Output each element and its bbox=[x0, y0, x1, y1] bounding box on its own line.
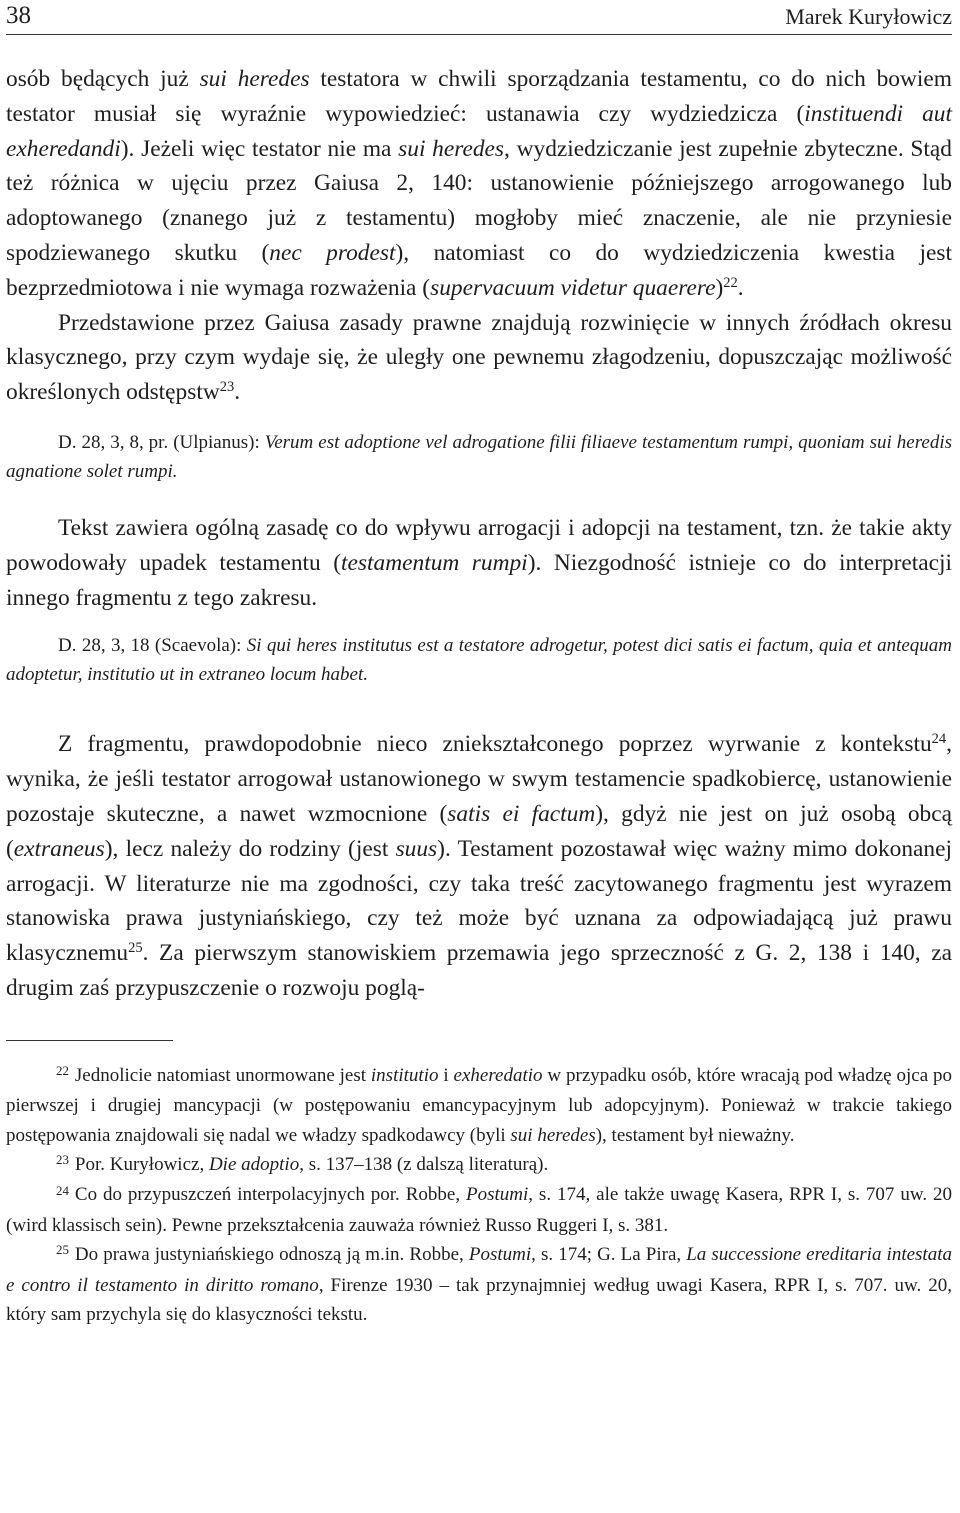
footnote-25: $^{25}$ Do prawa justyniańskiego odnoszą ją m.in. Robbe, Postumi, s. 174; G. La Pira, La successione ereditaria intestata e contro il testamento in diritto romano, Firenze 1930 – tak przynajmniej według uwagi Kasera, RPR I, s. 707. uw. 20, który sam przychyla się do klasyczności tekstu. bbox=[6, 1242, 952, 1325]
quote-reference: D. 28, 3, 8, pr. (Ulpianus): bbox=[58, 431, 265, 453]
quote-latin-text: Verum est adoptione vel adrogatione filii filiaeve testamentum rumpi, quoniam sui heredis agnatione solet rumpi. bbox=[6, 431, 952, 482]
footnote-ref-24[interactable]: 24 bbox=[931, 731, 947, 748]
footnote-ref-25[interactable]: 25 bbox=[128, 940, 143, 957]
body-paragraph-3: Tekst zawiera ogólną zasadę co do wpływu arrogacji i adopcji na testament, tzn. że takie akty powodowały upadek testamentu (testamentum rumpi). Niezgodność istnieje co do interpretacji innego fragmentu z tego zakresu. bbox=[6, 514, 953, 611]
footnote-22: $^{22}$ Jednolicie natomiast unormowane jest institutio i exheredatio w przypadku osób, które wracają pod władzę ojca po pierwszej i drugiej mancypacji (w postępowaniu emancypacyjnym lub adopcyjnym). Ponieważ w trakcie takiego postępowania znajdowali się nadal we władzy spadkodawcy (byli sui heredes), testament był nieważny. bbox=[6, 1062, 953, 1146]
footnote-ref-22[interactable]: 22 bbox=[723, 274, 738, 291]
footnote-number: 22 bbox=[56, 1062, 69, 1078]
body-paragraph-1: osób będących już sui heredes testatora w chwili sporządzania testamentu, co do nich bowiem testator musiał się wyraźnie wypowiedzieć: ustanawia czy wydziedzicza (instituendi aut exheredandi). Jeżeli więc testator nie ma sui heredes, wydziedziczanie jest zupełnie zbyteczne. Stąd też różnica w ujęciu przez Gaiusa 2, 140: ustanowienie późniejszego arrogowanego lub adoptowanego (znanego już z testamentu) mogłoby mieć znaczenie, ale nie przyniesie spodziewanego skutku (nec prodest), natomiast co do wydziedziczenia kwestia jest bezprzedmiotowa i nie wymaga rozważenia (supervacuum videtur quaerere)$^{22}$. bbox=[6, 66, 952, 301]
quote-latin-text: Si qui heres institutus est a testatore adrogetur, potest dici satis ei factum, quia et antequam adoptetur, institutio ut in extraneo locum habet. bbox=[6, 635, 952, 686]
footnote-number: 25 bbox=[56, 1242, 69, 1258]
source-quote-2 bbox=[6, 631, 952, 689]
footnote-separator bbox=[6, 1040, 173, 1041]
page-number: 38 bbox=[6, 2, 31, 29]
running-head-author: Marek Kuryłowicz bbox=[785, 4, 952, 29]
footnote-23: $^{23}$ Por. Kuryłowicz, Die adoptio, s. 137–138 (z dalszą literaturą). bbox=[56, 1152, 549, 1175]
body-paragraph-4: Z fragmentu, prawdopodobnie nieco zniekształconego poprzez wyrwanie z kontekstu$^{24}$, wynika, że jeśli testator arrogował ustanowionego w swym testamencie spadkobiercę, ustanowienie pozostaje skuteczne, a nawet wzmocnione (satis ei factum), gdyż nie jest on już osobą obcą (extraneus), lecz należy do rodziny (jest suus). Testament pozostawał więc ważny mimo dokonanej arrogacji. W literaturze nie ma zgodności, czy taka treść zacytowanego fragmentu jest wyrazem stanowiska prawa justyniańskiego, czy też może być uznana za odpowiadającą już prawu klasycznemu$^{25}$. Za pierwszym stanowiskiem przemawia jego sprzeczność z G. 2, 138 i 140, za drugim zaś przypuszczenie o rozwoju poglą- bbox=[6, 731, 953, 1001]
body-paragraph-2: Przedstawione przez Gaiusa zasady prawne znajdują rozwinięcie w innych źródłach okresu klasycznego, przy czym wydaje się, że uległy one pewnemu złagodzeniu, dopuszczając możliwość określonych odstępstw$^{23}$. bbox=[6, 309, 952, 406]
footnote-ref-23[interactable]: 23 bbox=[219, 379, 235, 396]
page-body bbox=[6, 62, 952, 1329]
quote-reference: D. 28, 3, 18 (Scaevola): bbox=[58, 635, 247, 657]
footnote-number: 24 bbox=[56, 1182, 69, 1198]
footnotes bbox=[6, 1061, 952, 1330]
footnote-24: $^{24}$ Co do przypuszczeń interpolacyjnych por. Robbe, Postumi, s. 174, ale także uwagę Kasera, RPR I, s. 707 uw. 20 (wird klassisch sein). Pewne przekształcenia zauważa również Russo Ruggeri I, s. 381. bbox=[6, 1182, 952, 1236]
footnote-number: 23 bbox=[56, 1152, 69, 1168]
page-header bbox=[6, 0, 952, 35]
source-quote-1 bbox=[6, 428, 952, 486]
